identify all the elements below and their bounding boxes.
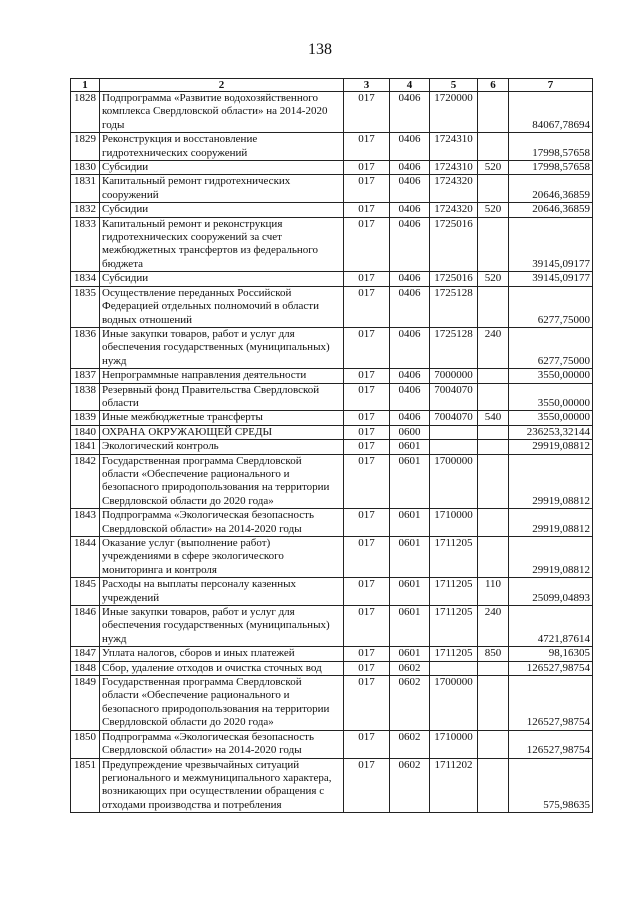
row-number: 1851 [71,758,100,813]
row-expense-type: 540 [478,411,509,425]
row-target-code [430,661,478,675]
row-target-code: 1724320 [430,203,478,217]
table-row [71,383,593,411]
row-expense-type [478,425,509,439]
row-expense-type [478,676,509,731]
row-ministry-code: 017 [344,606,390,647]
header-col-7: 7 [509,79,593,92]
row-number: 1846 [71,606,100,647]
row-amount: 98,16305 [509,647,593,661]
row-target-code: 1700000 [430,454,478,509]
header-col-1: 1 [71,79,100,92]
row-name: Экологический контроль [100,440,344,454]
row-expense-type: 240 [478,327,509,368]
row-amount: 126527,98754 [509,676,593,731]
row-expense-type [478,369,509,383]
row-number: 1838 [71,383,100,411]
row-ministry-code: 017 [344,272,390,286]
row-expense-type [478,92,509,133]
row-target-code: 1725128 [430,327,478,368]
row-section-code: 0601 [390,578,430,606]
table-row [71,509,593,537]
table-row [71,133,593,161]
row-number: 1845 [71,578,100,606]
row-target-code: 1724310 [430,161,478,175]
row-number: 1837 [71,369,100,383]
row-expense-type [478,383,509,411]
row-name: Иные закупки товаров, работ и услуг для обеспечения государственных (муниципальных) нужд [100,606,344,647]
row-section-code: 0601 [390,440,430,454]
row-number: 1844 [71,537,100,578]
row-expense-type: 520 [478,272,509,286]
row-name: Субсидии [100,203,344,217]
table-row [71,676,593,731]
row-amount: 126527,98754 [509,730,593,758]
row-target-code: 1710000 [430,730,478,758]
row-expense-type [478,661,509,675]
row-section-code: 0602 [390,676,430,731]
row-target-code: 1711202 [430,758,478,813]
row-ministry-code: 017 [344,730,390,758]
row-number: 1833 [71,217,100,272]
row-amount: 6277,75000 [509,286,593,327]
row-ministry-code: 017 [344,161,390,175]
row-number: 1839 [71,411,100,425]
row-number: 1836 [71,327,100,368]
row-ministry-code: 017 [344,327,390,368]
row-target-code [430,440,478,454]
row-section-code: 0600 [390,425,430,439]
row-amount: 39145,09177 [509,217,593,272]
row-number: 1843 [71,509,100,537]
header-row [71,79,593,92]
row-ministry-code: 017 [344,647,390,661]
row-ministry-code: 017 [344,578,390,606]
row-name: Предупреждение чрезвычайных ситуаций регионального и межмуниципального характера, возникающих при осуществлении обращения с отходами производства и потребления [100,758,344,813]
row-target-code: 1725016 [430,272,478,286]
table-row [71,606,593,647]
row-name: Подпрограмма «Развитие водохозяйственного комплекса Свердловской области» на 2014-2020 годы [100,92,344,133]
row-section-code: 0602 [390,661,430,675]
table-row [71,327,593,368]
table-row [71,175,593,203]
row-expense-type [478,175,509,203]
row-name: Реконструкция и восстановление гидротехнических сооружений [100,133,344,161]
row-ministry-code: 017 [344,425,390,439]
row-target-code: 1711205 [430,537,478,578]
row-section-code: 0406 [390,203,430,217]
row-number: 1847 [71,647,100,661]
row-section-code: 0601 [390,537,430,578]
row-amount: 3550,00000 [509,411,593,425]
row-target-code: 7004070 [430,411,478,425]
table-row [71,758,593,813]
row-ministry-code: 017 [344,454,390,509]
row-name: Непрограммные направления деятельности [100,369,344,383]
row-name: Резервный фонд Правительства Свердловской области [100,383,344,411]
table-row [71,286,593,327]
row-amount: 39145,09177 [509,272,593,286]
row-section-code: 0406 [390,327,430,368]
header-col-5: 5 [430,79,478,92]
row-number: 1835 [71,286,100,327]
row-ministry-code: 017 [344,369,390,383]
row-name: Субсидии [100,161,344,175]
row-section-code: 0406 [390,133,430,161]
row-target-code: 1720000 [430,92,478,133]
table-row [71,272,593,286]
row-amount: 575,98635 [509,758,593,813]
row-section-code: 0601 [390,647,430,661]
row-ministry-code: 017 [344,286,390,327]
row-target-code: 1711205 [430,606,478,647]
row-amount: 29919,08812 [509,454,593,509]
row-name: Уплата налогов, сборов и иных платежей [100,647,344,661]
row-ministry-code: 017 [344,758,390,813]
row-amount: 3550,00000 [509,369,593,383]
row-ministry-code: 017 [344,383,390,411]
table-row [71,440,593,454]
header-col-6: 6 [478,79,509,92]
table-row [71,369,593,383]
row-ministry-code: 017 [344,203,390,217]
header-col-2: 2 [100,79,344,92]
row-target-code: 7000000 [430,369,478,383]
row-name: Иные межбюджетные трансферты [100,411,344,425]
page-number: 138 [308,41,332,58]
row-name: Подпрограмма «Экологическая безопасность Свердловской области» на 2014-2020 годы [100,730,344,758]
row-ministry-code: 017 [344,537,390,578]
row-amount: 17998,57658 [509,133,593,161]
row-amount: 4721,87614 [509,606,593,647]
row-ministry-code: 017 [344,509,390,537]
row-target-code: 1724310 [430,133,478,161]
row-section-code: 0406 [390,161,430,175]
row-name: Подпрограмма «Экологическая безопасность Свердловской области» на 2014-2020 годы [100,509,344,537]
row-target-code: 1711205 [430,578,478,606]
row-ministry-code: 017 [344,133,390,161]
row-amount: 25099,04893 [509,578,593,606]
row-amount: 29919,08812 [509,509,593,537]
row-name: Расходы на выплаты персоналу казенных учреждений [100,578,344,606]
row-section-code: 0406 [390,92,430,133]
table-row [71,454,593,509]
row-section-code: 0406 [390,272,430,286]
row-name: Иные закупки товаров, работ и услуг для обеспечения государственных (муниципальных) нужд [100,327,344,368]
row-number: 1831 [71,175,100,203]
row-number: 1849 [71,676,100,731]
row-amount: 29919,08812 [509,537,593,578]
row-ministry-code: 017 [344,217,390,272]
header-col-3: 3 [344,79,390,92]
row-section-code: 0406 [390,286,430,327]
row-expense-type: 850 [478,647,509,661]
table-row [71,425,593,439]
row-expense-type [478,286,509,327]
row-amount: 126527,98754 [509,661,593,675]
row-expense-type [478,537,509,578]
row-expense-type [478,133,509,161]
row-amount: 84067,78694 [509,92,593,133]
table-row [71,203,593,217]
table-row [71,161,593,175]
row-number: 1834 [71,272,100,286]
row-ministry-code: 017 [344,661,390,675]
row-amount: 29919,08812 [509,440,593,454]
table-row [71,578,593,606]
row-number: 1829 [71,133,100,161]
row-expense-type [478,217,509,272]
row-section-code: 0601 [390,509,430,537]
row-section-code: 0602 [390,730,430,758]
row-target-code: 1724320 [430,175,478,203]
row-section-code: 0406 [390,175,430,203]
row-section-code: 0601 [390,606,430,647]
row-expense-type [478,454,509,509]
row-expense-type [478,758,509,813]
row-expense-type: 110 [478,578,509,606]
row-ministry-code: 017 [344,676,390,731]
row-target-code: 1710000 [430,509,478,537]
row-ministry-code: 017 [344,411,390,425]
row-section-code: 0406 [390,369,430,383]
row-number: 1850 [71,730,100,758]
row-name: Государственная программа Свердловской области «Обеспечение рационального и безопасного природопользования на территории Свердловской области до 2020 года» [100,454,344,509]
row-amount: 3550,00000 [509,383,593,411]
table-row [71,217,593,272]
row-amount: 6277,75000 [509,327,593,368]
row-expense-type: 520 [478,161,509,175]
table-row [71,411,593,425]
row-name: Государственная программа Свердловской области «Обеспечение рационального и безопасного природопользования на территории Свердловской области до 2020 года» [100,676,344,731]
table-row [71,730,593,758]
table-row [71,92,593,133]
row-number: 1842 [71,454,100,509]
row-number: 1832 [71,203,100,217]
row-section-code: 0406 [390,411,430,425]
row-section-code: 0602 [390,758,430,813]
row-number: 1841 [71,440,100,454]
row-name: Оказание услуг (выполнение работ) учреждениями в сфере экологического мониторинга и контроля [100,537,344,578]
row-name: Капитальный ремонт гидротехнических сооружений [100,175,344,203]
row-amount: 17998,57658 [509,161,593,175]
row-name: Сбор, удаление отходов и очистка сточных вод [100,661,344,675]
row-expense-type [478,440,509,454]
row-amount: 236253,32144 [509,425,593,439]
row-ministry-code: 017 [344,92,390,133]
row-section-code: 0601 [390,454,430,509]
row-target-code [430,425,478,439]
row-number: 1828 [71,92,100,133]
row-section-code: 0406 [390,217,430,272]
row-name: Осуществление переданных Российской Федерацией отдельных полномочий в области водных отношений [100,286,344,327]
row-target-code: 1700000 [430,676,478,731]
header-col-4: 4 [390,79,430,92]
row-expense-type [478,509,509,537]
row-section-code: 0406 [390,383,430,411]
row-name: Субсидии [100,272,344,286]
table-row [71,661,593,675]
row-number: 1830 [71,161,100,175]
row-name: ОХРАНА ОКРУЖАЮЩЕЙ СРЕДЫ [100,425,344,439]
row-ministry-code: 017 [344,175,390,203]
row-expense-type: 240 [478,606,509,647]
row-number: 1840 [71,425,100,439]
row-amount: 20646,36859 [509,175,593,203]
row-target-code: 7004070 [430,383,478,411]
table-row [71,537,593,578]
row-amount: 20646,36859 [509,203,593,217]
row-ministry-code: 017 [344,440,390,454]
row-target-code: 1725128 [430,286,478,327]
row-target-code: 1711205 [430,647,478,661]
table-row [71,647,593,661]
row-expense-type [478,730,509,758]
budget-table [70,78,593,813]
row-name: Капитальный ремонт и реконструкция гидротехнических сооружений за счет межбюджетных трансфертов из федерального бюджета [100,217,344,272]
row-expense-type: 520 [478,203,509,217]
row-number: 1848 [71,661,100,675]
row-target-code: 1725016 [430,217,478,272]
